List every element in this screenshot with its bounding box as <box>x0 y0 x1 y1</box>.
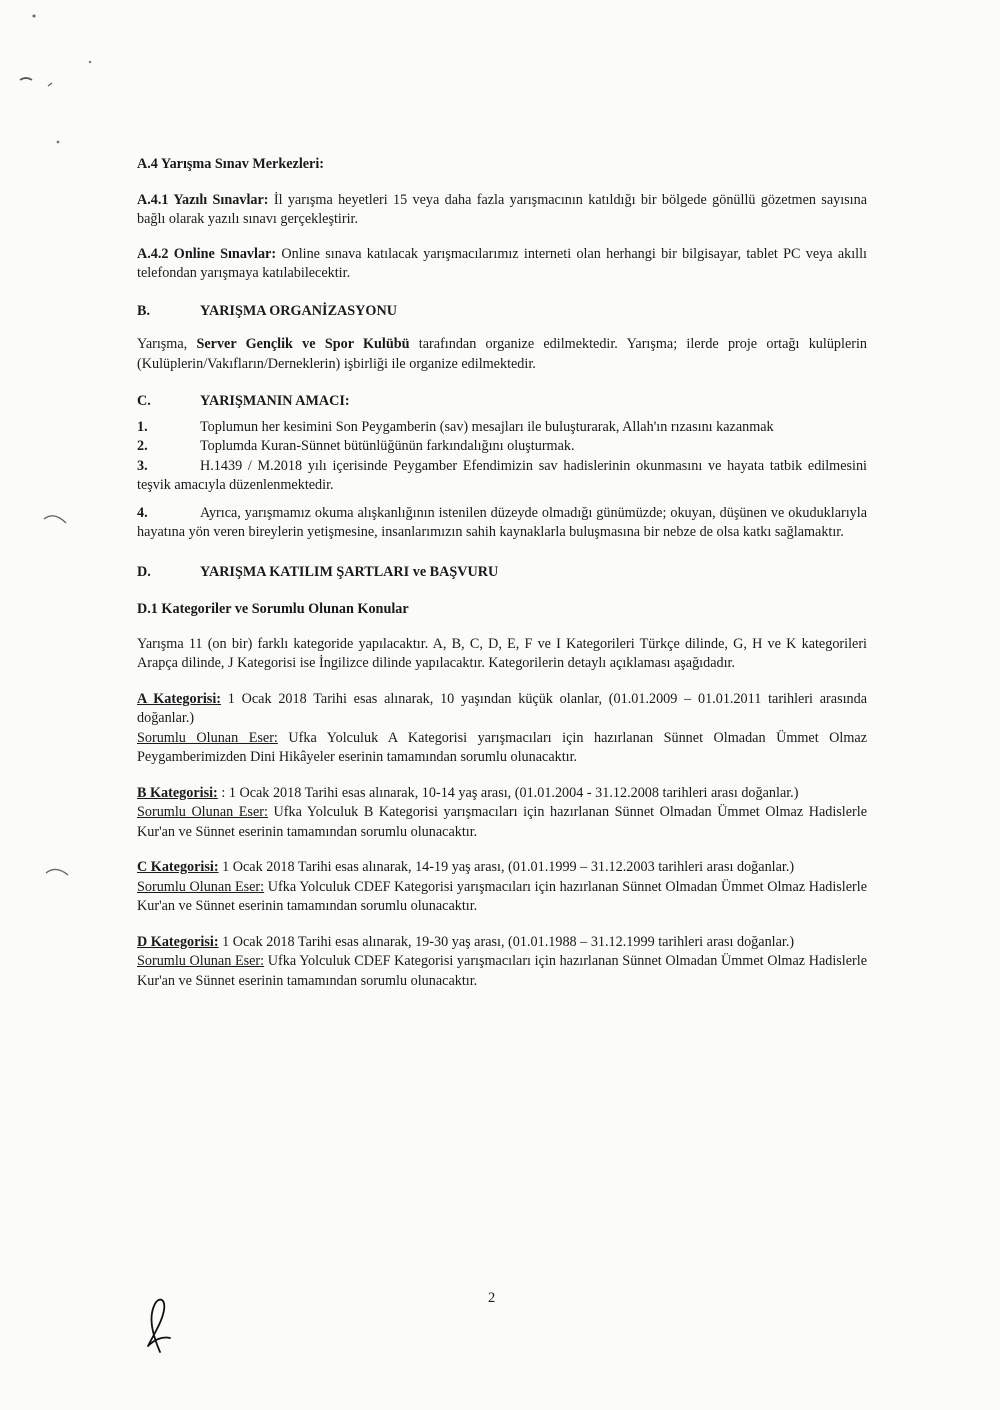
category-list <box>137 690 867 992</box>
section-a42-label: A.4.2 Online Sınavlar: <box>137 245 277 262</box>
eser-label: Sorumlu Olunan Eser: <box>137 804 268 820</box>
list-item <box>137 437 867 457</box>
signature-mark <box>140 1290 180 1360</box>
list-item-number: 4. <box>137 504 148 521</box>
section-a41-paragraph <box>137 191 867 230</box>
category-text: 1 Ocak 2018 Tarihi esas alınarak, 10 yaşından küçük olanlar, (01.01.2009 – 01.01.2011 tarihleri arasında doğanlar.) <box>137 690 868 726</box>
eser-label: Sorumlu Olunan Eser: <box>137 953 265 969</box>
section-d1-intro: Yarışma 11 (on bir) farklı kategoride yapılacaktır. A, B, C, D, E, F ve I Kategorileri Türkçe dilinde, G, H ve K kategorileri Arapça dilinde, J Kategorisi ise İngilizce dilinde yapılacaktır. Kategorilerin detaylı açıklaması aşağıdadır. <box>137 635 867 671</box>
page-number: 2 <box>488 1290 496 1306</box>
category-item-c <box>137 858 867 917</box>
list-item-text: Toplumun her kesimini Son Peygamberin (sav) mesajları ile buluşturarak, Allah'ın rızasını kazanmak <box>200 418 774 435</box>
eser-text: Ufka Yolculuk CDEF Kategorisi yarışmacıları için hazırlanan Sünnet Olmadan Ümmet Olmaz Hadislerle Kur'an ve Sünnet eserinin tamamından sorumlu olunacaktır. <box>137 878 867 914</box>
eser-text: Ufka Yolculuk A Kategorisi yarışmacıları için hazırlanan Sünnet Olmadan Ümmet Olmaz Peygamberimizden Dini Hikâyeler eserinin tamamından sorumlu olunacaktır. <box>137 729 868 765</box>
list-item <box>137 418 867 438</box>
category-label: B Kategorisi: <box>137 784 218 801</box>
category-text: 1 Ocak 2018 Tarihi esas alınarak, 14-19 yaş arası, (01.01.1999 – 31.12.2003 tarihleri arası doğanlar.) <box>222 859 795 875</box>
category-label: C Kategorisi: <box>137 859 219 875</box>
section-a41-text: İl yarışma heyetleri 15 veya daha fazla yarışmacının katıldığı bir bölgede gönüllü gözetmen sayısına bağlı olarak yazılı sınavı gerçekleştirir. <box>137 191 868 227</box>
category-item-d <box>137 933 867 992</box>
section-c-heading <box>137 392 867 412</box>
section-a42-text: Online sınava katılacak yarışmacılarımız interneti olan herhangi bir bilgisayar, tablet PC veya akıllı telefondan yarışmaya katılabilecektir. <box>137 245 867 281</box>
eser-text: Ufka Yolculuk B Kategorisi yarışmacıları için hazırlanan Sünnet Olmadan Ümmet Olmaz Hadislerle Kur'an ve Sünnet eserinin tamamından sorumlu olunacaktır. <box>137 804 867 840</box>
section-b-heading <box>137 302 867 322</box>
section-b-paragraph <box>137 335 867 374</box>
eser-text: Ufka Yolculuk CDEF Kategorisi yarışmacıları için hazırlanan Sünnet Olmadan Ümmet Olmaz Hadislerle Kur'an ve Sünnet eserinin tamamından sorumlu olunacaktır. <box>137 953 867 989</box>
scan-artifact-left-margin <box>40 505 80 885</box>
list-item <box>137 504 867 543</box>
section-a42-paragraph <box>137 245 867 284</box>
section-b-text-post: tarafından organize edilmektedir. Yarışma; ilerde proje ortağı kulüplerin (Kulüplerin/Vakıfların/Derneklerin) işbirliği ile organize edilmektedir. <box>137 336 868 372</box>
section-d1-title: D.1 Kategoriler ve Sorumlu Olunan Konular <box>137 601 409 617</box>
category-label: A Kategorisi: <box>137 690 221 707</box>
section-c-letter: C. <box>137 393 151 409</box>
category-text: : 1 Ocak 2018 Tarihi esas alınarak, 10-14 yaş arası, (01.01.2004 - 31.12.2008 tarihleri arası doğanlar.) <box>221 784 799 801</box>
scan-artifact-top-left <box>10 10 130 150</box>
category-item-b <box>137 784 867 843</box>
section-b-club-name: Server Gençlik ve Spor Kulübü <box>196 336 410 352</box>
category-label: D Kategorisi: <box>137 933 219 950</box>
list-item-text: Ayrıca, yarışmamız okuma alışkanlığının istenilen düzeyde olmadığı günümüzde; okuyan, düşünen ve okuduklarıyla hayatına yön veren bireylerin yetişmesine, insanlarımızın sahih kaynaklarla buluşmasına bir nebze de olsa katkı sağlamaktır. <box>137 504 867 540</box>
eser-label: Sorumlu Olunan Eser: <box>137 878 265 895</box>
section-c-list <box>137 418 867 543</box>
list-item-number: 3. <box>137 457 148 474</box>
list-item <box>137 457 867 496</box>
document-body <box>137 150 867 991</box>
category-text: 1 Ocak 2018 Tarihi esas alınarak, 19-30 yaş arası, (01.01.1988 – 31.12.1999 tarihleri arası doğanlar.) <box>222 933 795 950</box>
section-b-title: YARIŞMA ORGANİZASYONU <box>200 302 397 319</box>
section-b-letter: B. <box>137 302 151 319</box>
section-a4-title: A.4 Yarışma Sınav Merkezleri: <box>137 156 325 172</box>
eser-label: Sorumlu Olunan Eser: <box>137 729 278 746</box>
section-a41-label: A.4.1 Yazılı Sınavlar: <box>137 191 269 208</box>
section-b-text-pre: Yarışma, <box>137 336 188 352</box>
section-d-title: YARIŞMA KATILIM ŞARTLARI ve BAŞVURU <box>200 563 499 580</box>
list-item-number: 1. <box>137 418 148 435</box>
section-d-letter: D. <box>137 563 151 580</box>
section-d-heading <box>137 563 867 583</box>
list-item-text: H.1439 / M.2018 yılı içerisinde Peygamber Efendimizin sav hadislerinin okunmasını ve hayata tatbik edilmesini teşvik amacıyla düzenlenmektedir. <box>137 457 867 493</box>
category-item-a <box>137 690 867 768</box>
list-item-text: Toplumda Kuran-Sünnet bütünlüğünün farkındalığını oluşturmak. <box>200 438 575 454</box>
section-c-title: YARIŞMANIN AMACI: <box>200 393 350 409</box>
list-item-number: 2. <box>137 438 148 454</box>
